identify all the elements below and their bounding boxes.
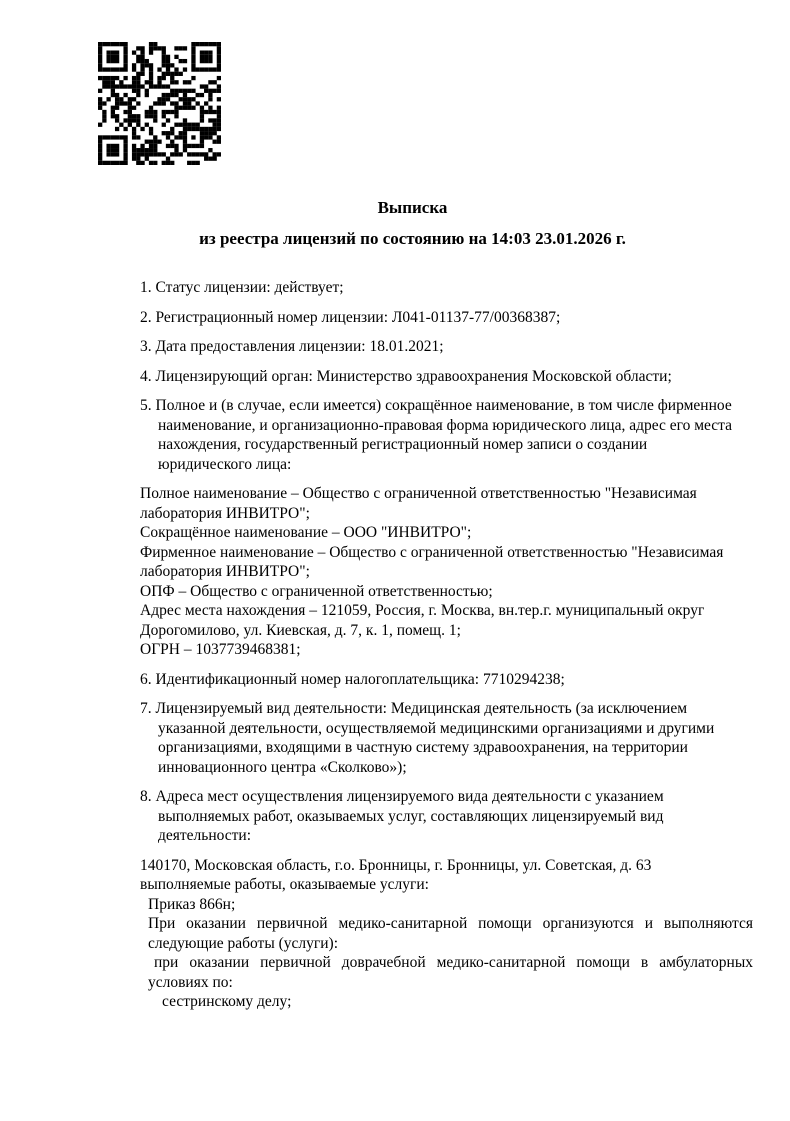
document-line: 5. Полное и (в случае, если имеется) сокращённое наименование, в том числе фирменное <box>140 397 732 414</box>
qr-code <box>98 42 221 165</box>
document-line: 6. Идентификационный номер налогоплательщика: 7710294238; <box>140 670 565 688</box>
document-line: указанной деятельности, осуществляемой медицинскими организациями и другими <box>158 719 715 737</box>
document-line: 1. Статус лицензии: действует; <box>140 279 344 296</box>
document-line: выполняемые работы, оказываемые услуги: <box>140 876 429 893</box>
document-line: лаборатория ИНВИТРО"; <box>140 563 310 580</box>
document-line: лаборатория ИНВИТРО"; <box>140 504 310 522</box>
paragraph <box>140 787 753 846</box>
document-line: 8. Адреса мест осуществления лицензируемого вида деятельности с указанием <box>140 788 664 805</box>
document-line: организациями, входящими в частную систему здравоохранения, на территории <box>158 739 688 756</box>
document-line: Адрес места нахождения – 121059, Россия, г. Москва, вн.тер.г. муниципальный округ <box>140 602 705 619</box>
document-line: ОПФ – Общество с ограниченной ответственностью; <box>140 582 493 600</box>
document-line: 2. Регистрационный номер лицензии: Л041-01137-77/00368387; <box>140 308 561 326</box>
document-line: следующие работы (услуги): <box>148 934 339 952</box>
document-line: нахождения, государственный регистрационный номер записи о создании <box>158 436 648 453</box>
paragraph <box>140 396 753 474</box>
document-line: сестринскому делу; <box>162 993 292 1010</box>
document-line: юридического лица: <box>158 455 292 473</box>
document-line: 7. Лицензируемый вид деятельности: Медицинская деятельность (за исключением <box>140 700 688 717</box>
paragraph <box>140 484 753 660</box>
document-line: при оказании первичной доврачебной медико-санитарной помощи в амбулаторных <box>154 954 753 971</box>
document-line: условиях по: <box>148 973 233 991</box>
paragraph <box>140 337 753 357</box>
document-line: наименование, и организационно-правовая форма юридического лица, адрес его места <box>158 416 733 434</box>
document-line: 140170, Московская область, г.о. Бронницы, г. Бронницы, ул. Советская, д. 63 <box>140 856 652 874</box>
document-line: Полное наименование – Общество с ограниченной ответственностью "Независимая <box>140 485 697 502</box>
paragraph <box>140 367 753 387</box>
document-line: деятельности: <box>158 827 252 844</box>
paragraph <box>140 699 753 777</box>
document-line: Дорогомилово, ул. Киевская, д. 7, к. 1, помещ. 1; <box>140 621 461 639</box>
paragraph <box>140 278 753 298</box>
document-line: Фирменное наименование – Общество с ограниченной ответственностью "Независимая <box>140 543 724 561</box>
document-body <box>140 278 753 1012</box>
document-title: Выписка <box>377 198 448 217</box>
document-line: ОГРН – 1037739468381; <box>140 641 301 658</box>
document-line: 3. Дата предоставления лицензии: 18.01.2021; <box>140 338 444 355</box>
document-line: инновационного центра «Сколково»); <box>158 758 407 776</box>
document-line: Приказ 866н; <box>148 895 236 913</box>
paragraph <box>140 856 753 1012</box>
document-line: выполняемых работ, оказываемых услуг, составляющих лицензируемый вид <box>158 807 664 825</box>
document-subtitle: из реестра лицензий по состоянию на 14:03 23.01.2026 г. <box>199 229 626 248</box>
document-line: 4. Лицензирующий орган: Министерство здравоохранения Московской области; <box>140 367 672 385</box>
paragraph <box>140 670 753 690</box>
document-heading <box>140 197 685 250</box>
paragraph <box>140 308 753 328</box>
document-line: Сокращённое наименование – ООО "ИНВИТРО"; <box>140 524 472 541</box>
document-line: При оказании первичной медико-санитарной помощи организуются и выполняются <box>148 915 753 932</box>
